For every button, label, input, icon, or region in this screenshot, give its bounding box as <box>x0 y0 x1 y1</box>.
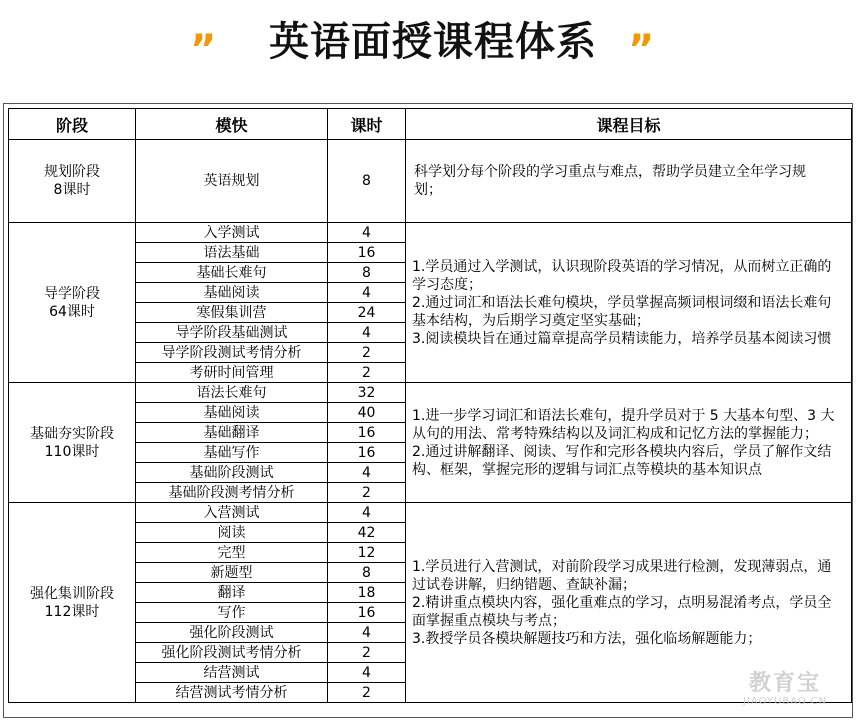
title-quote-right: ” <box>628 27 651 73</box>
module-name: 写作 <box>136 603 328 623</box>
module-hours: 4 <box>328 663 406 683</box>
module-hours: 2 <box>328 683 406 703</box>
header-hours: 课时 <box>328 109 406 140</box>
stage-total: 110课时 <box>44 443 100 460</box>
course-table <box>8 108 852 703</box>
module-hours: 16 <box>328 423 406 443</box>
module-hours: 18 <box>328 583 406 603</box>
module-name: 强化阶段测试 <box>136 623 328 643</box>
stage-name: 规划阶段 <box>44 164 100 180</box>
stage-cell <box>9 383 136 503</box>
stage-name: 导学阶段 <box>44 285 100 302</box>
module-name: 语法基础 <box>136 243 328 263</box>
goal-text: 3.教授学员各模块解题技巧和方法，强化临场解题能力； <box>412 630 762 647</box>
goal-cell <box>406 223 852 383</box>
stage-name: 基础夯实阶段 <box>30 425 114 442</box>
module-hours: 24 <box>328 303 406 323</box>
module-name: 语法长难句 <box>136 383 328 403</box>
module-name: 基础长难句 <box>136 263 328 283</box>
module-name: 基础阶段测考情分析 <box>136 483 328 503</box>
module-hours: 16 <box>328 603 406 623</box>
stage-cell <box>9 223 136 383</box>
stage-cell <box>9 140 136 223</box>
goal-text: 3.阅读模块旨在通过篇章提高学员精读能力，培养学员基本阅读习惯 <box>412 330 832 347</box>
module-hours: 8 <box>328 140 406 223</box>
goal-text: 1.学员进行入营测试，对前阶段学习成果进行检测，发现薄弱点，通过试卷讲解，归纳错题、查缺补漏； <box>412 558 832 593</box>
module-hours: 4 <box>328 283 406 303</box>
header-stage: 阶段 <box>9 109 136 140</box>
table-row <box>9 223 852 243</box>
table-row <box>9 503 852 523</box>
header-module: 模快 <box>136 109 328 140</box>
goal-text: 科学划分每个阶段的学习重点与难点，帮助学员建立全年学习规划； <box>414 164 806 198</box>
module-hours: 4 <box>328 463 406 483</box>
module-name: 结营测试 <box>136 663 328 683</box>
goal-cell <box>406 383 852 503</box>
goal-text: 2.通过讲解翻译、阅读、写作和完形各模块内容后，学员了解作文结构、框架，掌握完形的逻辑与词汇点等模块的基本知识点 <box>412 443 832 478</box>
goal-text: 2.精讲重点模块内容，强化重难点的学习，点明易混淆考点，学员全面掌握重点模块与考点； <box>412 594 832 629</box>
module-hours: 42 <box>328 523 406 543</box>
module-hours: 2 <box>328 363 406 383</box>
stage-total: 64课时 <box>49 303 95 320</box>
module-hours: 16 <box>328 443 406 463</box>
goal-text: 2.通过词汇和语法长难句模块，学员掌握高频词根词缀和语法长难句基本结构，为后期学习奠定坚实基础； <box>412 294 832 329</box>
module-hours: 4 <box>328 503 406 523</box>
module-name: 入营测试 <box>136 503 328 523</box>
goal-text: 1.进一步学习词汇和语法长难句，提升学员对于 5 大基本句型、3 大从句的用法、常考特殊结构以及词汇构成和记忆方法的掌握能力； <box>412 407 835 442</box>
module-name: 翻译 <box>136 583 328 603</box>
module-hours: 2 <box>328 643 406 663</box>
title-quote-left: ” <box>190 27 213 73</box>
watermark-sub: JIAOYUBAO.CN <box>743 696 827 707</box>
header-goal: 课程目标 <box>406 109 852 140</box>
module-hours: 32 <box>328 383 406 403</box>
page-title: 英语面授课程体系 <box>269 19 597 65</box>
module-hours: 40 <box>328 403 406 423</box>
module-name: 入学测试 <box>136 223 328 243</box>
stage-total: 112课时 <box>44 603 100 620</box>
module-name: 英语规划 <box>136 140 328 223</box>
module-name: 基础阶段测试 <box>136 463 328 483</box>
goal-cell <box>406 140 852 223</box>
module-name: 基础阅读 <box>136 403 328 423</box>
module-name: 基础阅读 <box>136 283 328 303</box>
module-name: 基础写作 <box>136 443 328 463</box>
title-banner <box>0 0 858 92</box>
module-hours: 4 <box>328 223 406 243</box>
module-name: 新题型 <box>136 563 328 583</box>
module-hours: 4 <box>328 323 406 343</box>
header-row <box>9 109 852 140</box>
module-hours: 2 <box>328 343 406 363</box>
module-name: 考研时间管理 <box>136 363 328 383</box>
stage-cell <box>9 503 136 703</box>
module-name: 结营测试考情分析 <box>136 683 328 703</box>
stage-total: 8课时 <box>53 182 91 198</box>
module-hours: 4 <box>328 623 406 643</box>
module-name: 完型 <box>136 543 328 563</box>
stage-name: 强化集训阶段 <box>30 585 114 602</box>
watermark-main: 教育宝 <box>748 671 821 696</box>
module-name: 强化阶段测试考情分析 <box>136 643 328 663</box>
module-name: 导学阶段基础测试 <box>136 323 328 343</box>
goal-text: 1.学员通过入学测试，认识现阶段英语的学习情况，从而树立正确的学习态度； <box>412 258 832 293</box>
module-name: 阅读 <box>136 523 328 543</box>
module-name: 基础翻译 <box>136 423 328 443</box>
module-name: 寒假集训营 <box>136 303 328 323</box>
watermark-logo <box>730 672 840 708</box>
module-hours: 8 <box>328 263 406 283</box>
module-name: 导学阶段测试考情分析 <box>136 343 328 363</box>
module-hours: 8 <box>328 563 406 583</box>
module-hours: 2 <box>328 483 406 503</box>
table-row <box>9 140 852 223</box>
table-row <box>9 383 852 403</box>
module-hours: 12 <box>328 543 406 563</box>
module-hours: 16 <box>328 243 406 263</box>
